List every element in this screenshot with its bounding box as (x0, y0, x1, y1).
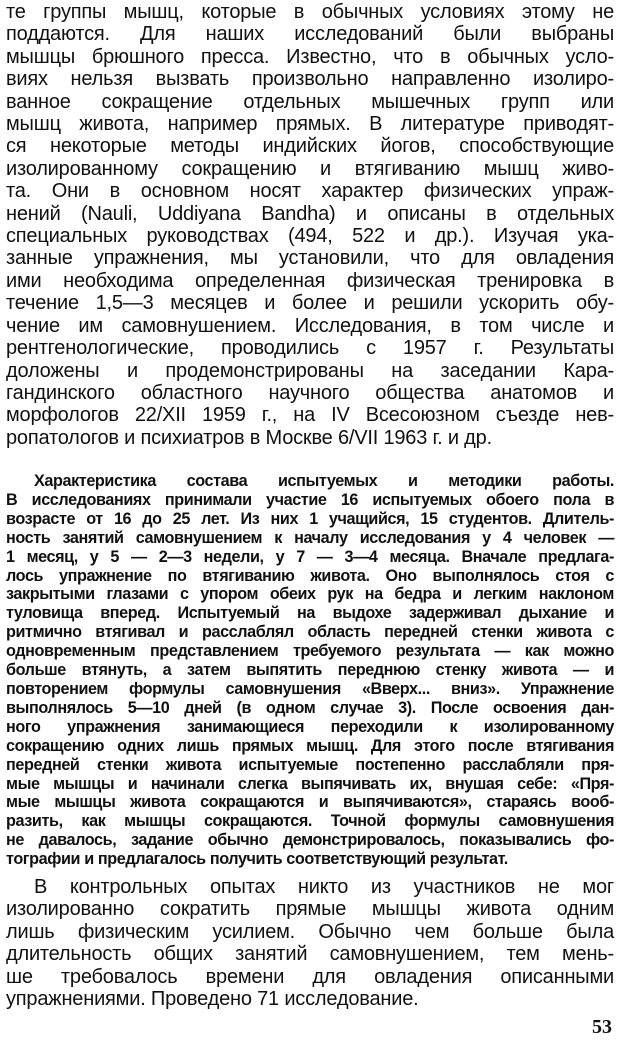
text-line: специальных руководствах (494, 522 и др.). Изучая ука- (6, 225, 614, 248)
text-line: ропатологов и психиатров в Москве 6/VII 1963 г. и др. (6, 426, 492, 449)
text-line: мые мышцы и начинали слегка выпячивать их, внушая себе: «Пря- (6, 774, 614, 793)
text-line: тографии и предлагалось получить соответствующий результат. (6, 850, 508, 869)
text-line: доложены и продемонстрированы на заседании Кара- (6, 359, 614, 382)
text-line: изолированному сокращению и втягиванию мышц живо- (6, 157, 614, 180)
text-line: занные упражнения, мы установили, что для овладения (6, 247, 614, 270)
paragraph-2-methods (6, 472, 614, 869)
text-line: 1 месяц, у 5 — 2—3 недели, у 7 — 3—4 месяца. Вначале предлага- (6, 547, 614, 566)
text-line: ими необходима определенная физическая тренировка в (6, 269, 614, 292)
text-line: ше требовалось времени для овладения описанными (6, 965, 614, 988)
text-line: Характеристика состава испытуемых и методики работы. (34, 472, 614, 490)
text-line: мышц живота, например прямых. В литературе приводят- (6, 113, 614, 136)
text-line: туловища вперед. Испытуемый на выдохе задерживал дыхание и (6, 604, 614, 623)
text-line: ванное сокращение отдельных мышечных групп или (6, 90, 614, 113)
text-line: ся некоторые методы индийских йогов, способствующие (6, 135, 614, 158)
text-line: выполнялось 5—10 дней (в одном случае 3). После освоения дан- (6, 698, 614, 717)
text-line: мышцы брюшного пресса. Известно, что в обычных усло- (6, 45, 614, 68)
paragraph-1 (6, 1, 614, 449)
text-line: морфологов 22/XII 1959 г., на IV Всесоюзном съезде нев- (6, 404, 614, 427)
text-line: те группы мышц, которые в обычных условиях этому не (6, 1, 614, 23)
text-line: В исследованиях принимали участие 16 испытуемых обоего пола в (6, 490, 614, 509)
text-line: В контрольных опытах никто из участников не мог (34, 876, 614, 898)
text-line: нений (Nauli, Uddiyana Bandha) и описаны в отдельных (6, 202, 614, 225)
text-line: повторением формулы самовнушения «Вверх... вниз». Упражнение (6, 679, 614, 698)
text-line: виях нельзя вызвать произвольно направленно изолиро- (6, 68, 614, 91)
text-line: ность занятий самовнушением к началу исследования у 4 человек — (6, 528, 614, 547)
text-line: закрытыми глазами с упором обеих рук на бедра и легким наклоном (6, 585, 614, 604)
text-line: гандинского областного научного общества анатомов и (6, 381, 614, 404)
paragraph-3 (6, 876, 614, 1010)
text-line: одновременным представлением требуемого результата — как можно (6, 642, 614, 661)
text-line: не давалось, задание обычно демонстрировалось, показывались фо- (6, 831, 614, 850)
text-line: возрасте от 16 до 25 лет. Из них 1 учащийся, 15 студентов. Длитель- (6, 509, 614, 528)
page-number: 53 (592, 1016, 612, 1038)
text-line: сокращению одних лишь прямых мышц. Для этого после втягивания (6, 736, 614, 755)
text-line: чение им самовнушением. Исследования, в том числе и (6, 314, 614, 337)
text-line: поддаются. Для наших исследований были выбраны (6, 23, 614, 46)
text-line: упражнениями. Проведено 71 исследование. (6, 988, 419, 1011)
text-line: длительность общих занятий самовнушением, тем мень- (6, 943, 614, 966)
text-line: изолированно сократить прямые мышцы живота одним (6, 898, 614, 921)
text-line: ного упражнения занимающиеся переходили к изолированному (6, 717, 614, 736)
text-line: передней стенки живота испытуемые постепенно расслабляли пря- (6, 755, 614, 774)
text-line: та. Они в основном носят характер физических упраж- (6, 180, 614, 203)
text-line: лось упражнение по втягиванию живота. Оно выполнялось стоя с (6, 566, 614, 585)
text-line: разить, как мышцы сокращаются. Точной формулы самовнушения (6, 812, 614, 831)
text-line: больше втянуть, а затем выпятить переднюю стенку живота — и (6, 661, 614, 680)
text-line: течение 1,5—3 месяцев и более и решили ускорить обу- (6, 292, 614, 315)
text-line: ритмично втягивал и расслаблял область передней стенки живота с (6, 623, 614, 642)
text-line: мые мышцы живота сокращаются и выпячиваются», стараясь вооб- (6, 793, 614, 812)
text-line: рентгенологические, проводились с 1957 г. Результаты (6, 337, 614, 360)
text-line: лишь физическим усилием. Обычно чем больше была (6, 920, 614, 943)
